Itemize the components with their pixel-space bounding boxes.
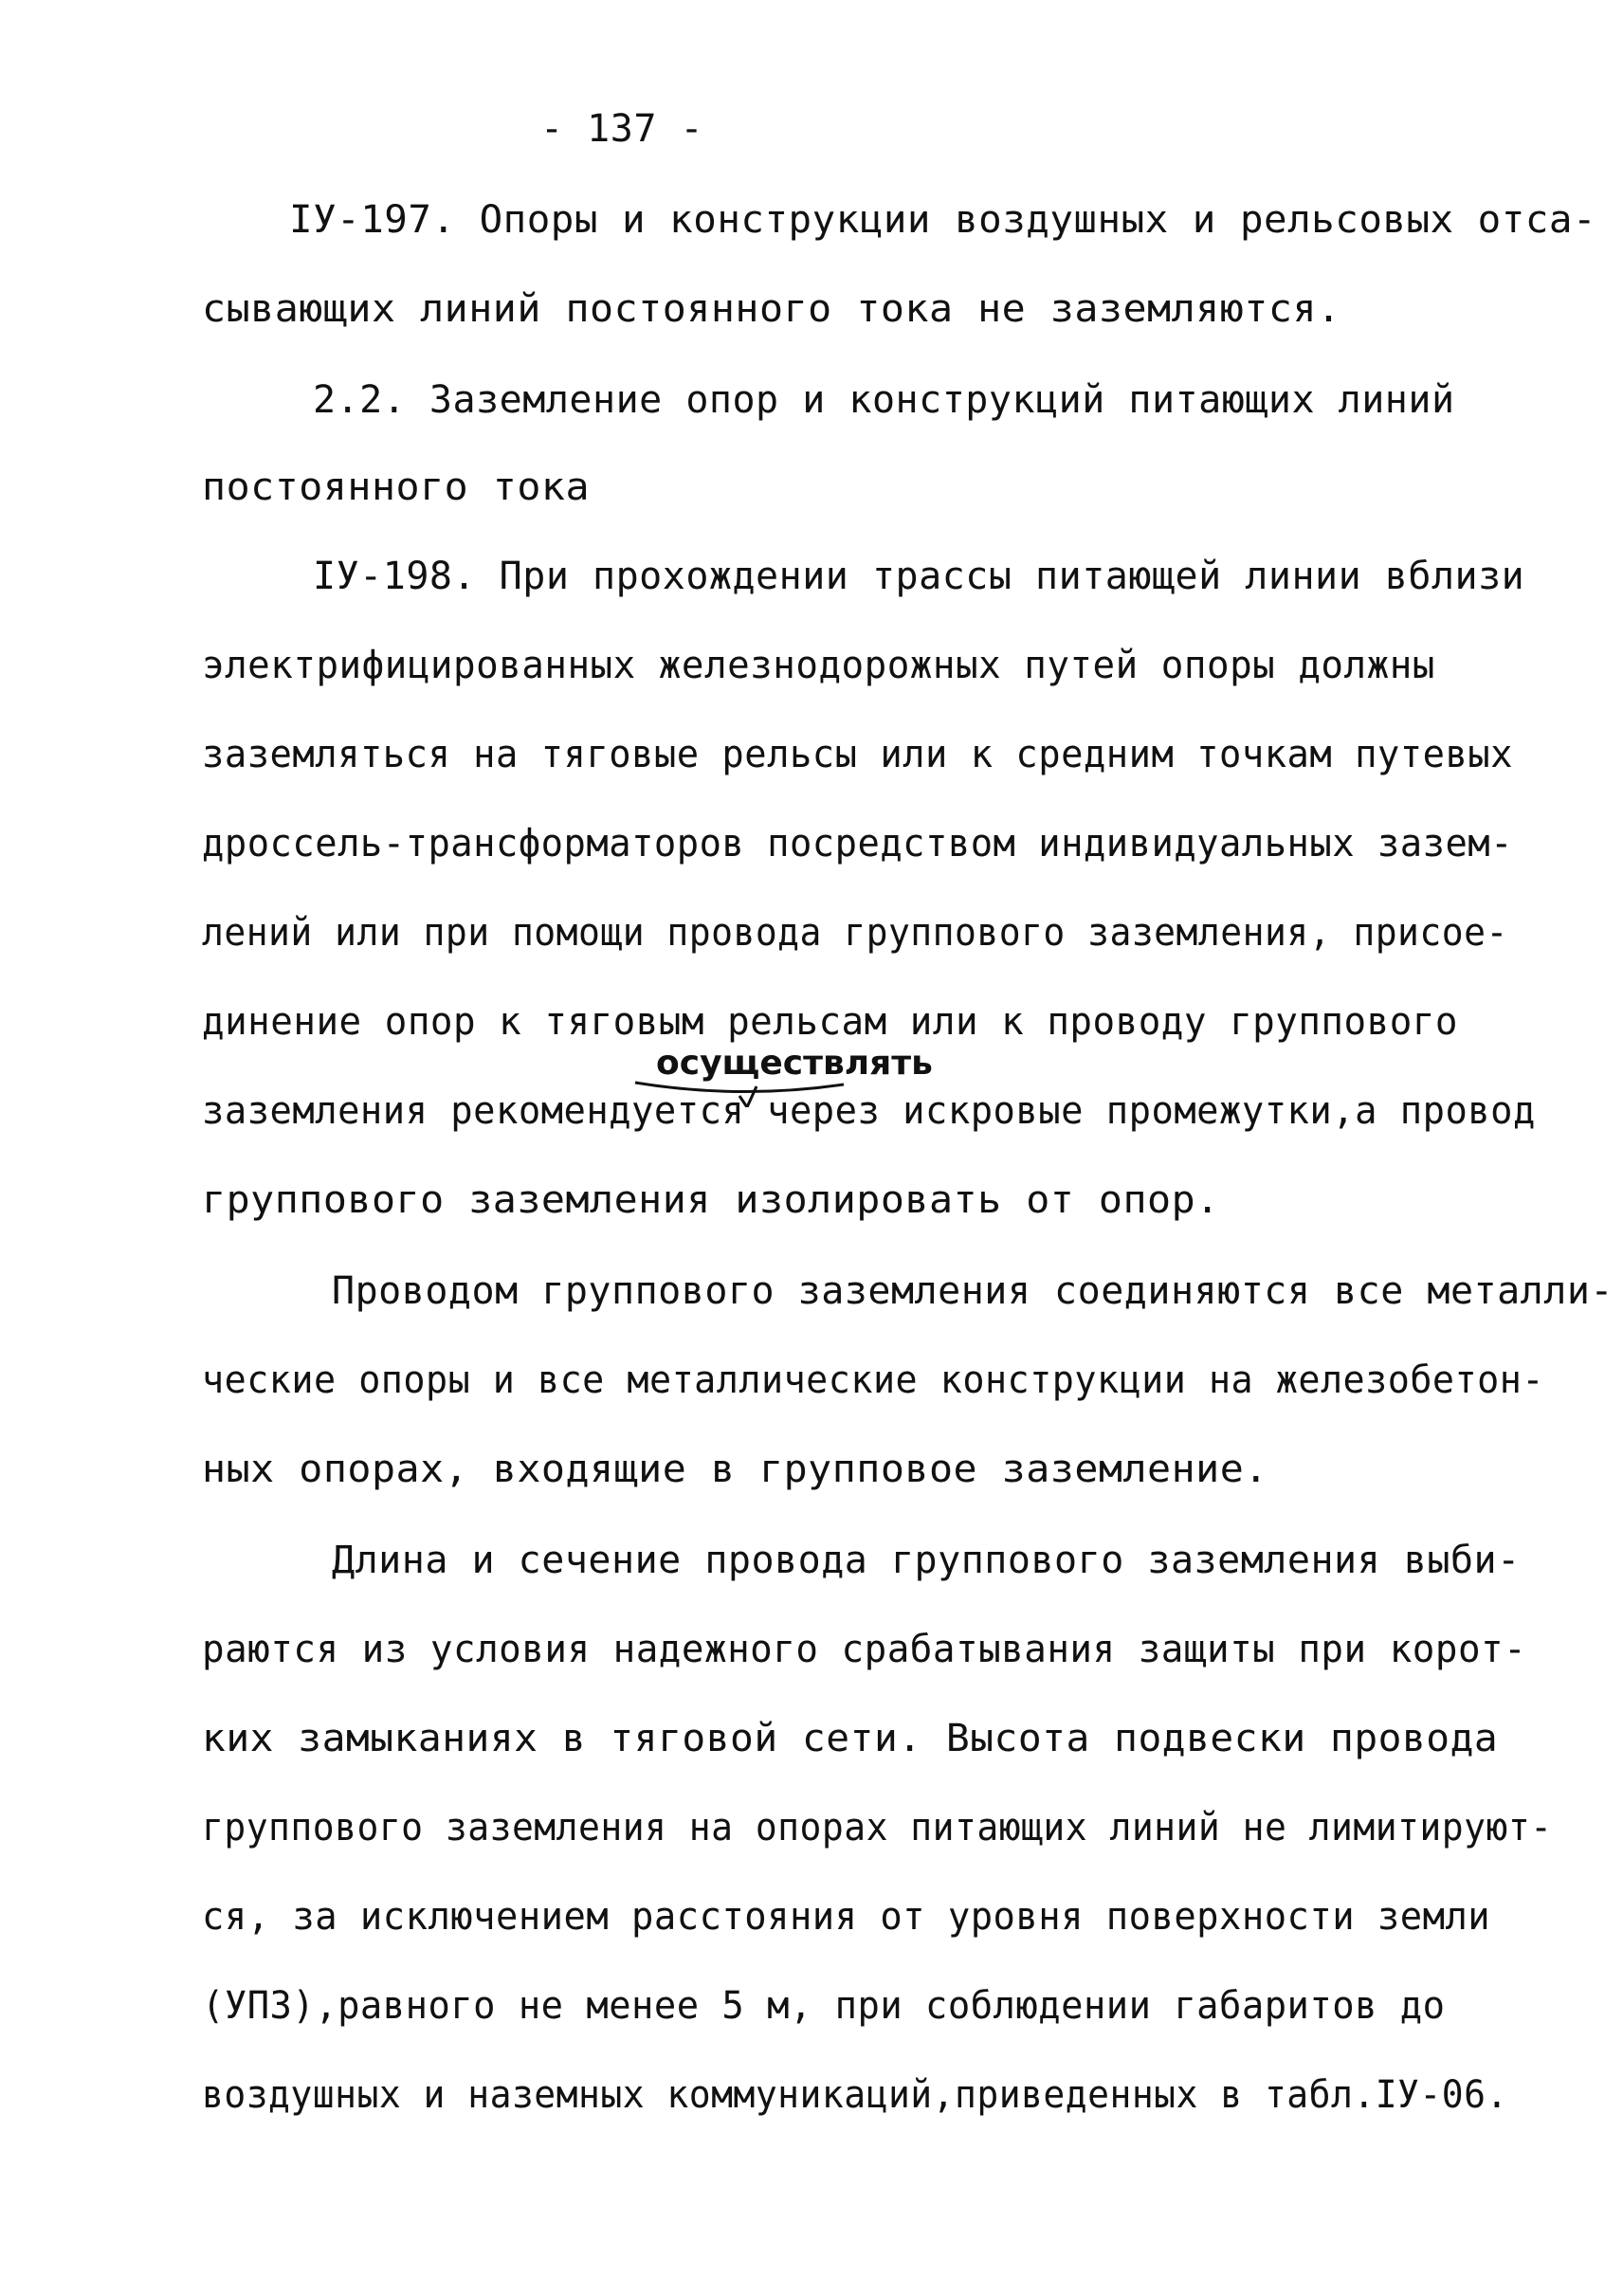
handwritten-insertion: осуществлять: [656, 1044, 933, 1083]
text-line: раются из условия надежного срабатывания защиты при корот-: [202, 1628, 1527, 1671]
text-line: воздушных и наземных коммуникаций,приведенных в табл.ІУ-06.: [202, 2073, 1508, 2117]
text-line: заземления рекомендуется через искровые промежутки,а провод: [202, 1089, 1536, 1133]
text-line: дроссель-трансформаторов посредством индивидуальных зазем-: [202, 822, 1513, 866]
section-heading: постоянного тока: [202, 465, 591, 509]
text-line: ных опорах, входящие в групповое заземление.: [202, 1448, 1268, 1491]
text-line: сывающих линий постоянного тока не заземляются.: [202, 287, 1341, 331]
text-line: электрифицированных железнодорожных путей опоры должны: [202, 644, 1435, 687]
text-line: группового заземления на опорах питающих линий не лимитируют-: [202, 1806, 1553, 1850]
text-line: ІУ-197. Опоры и конструкции воздушных и рельсовых отса-: [289, 198, 1597, 242]
page-number: - 137 -: [540, 107, 704, 151]
text-line: группового заземления изолировать от опор.: [202, 1178, 1220, 1222]
text-line: ких замыканиях в тяговой сети. Высота подвески провода: [202, 1717, 1499, 1760]
text-line: ческие опоры и все металлические конструкции на железобетон-: [202, 1358, 1544, 1402]
text-line: заземляться на тяговые рельсы или к средним точкам путевых: [202, 733, 1513, 776]
text-line: динение опор к тяговым рельсам или к проводу группового: [202, 1000, 1458, 1044]
section-heading: 2.2. Заземление опор и конструкций питающих линий: [313, 378, 1455, 422]
text-line: (УПЗ),равного не менее 5 м, при соблюдении габаритов до: [202, 1984, 1446, 2028]
text-line: ІУ-198. При прохождении трассы питающей линии вблизи: [313, 555, 1525, 598]
text-line: ся, за исключением расстояния от уровня поверхности земли: [202, 1895, 1491, 1939]
text-line: лений или при помощи провода группового заземления, присое-: [202, 911, 1508, 955]
text-line: Проводом группового заземления соединяются все металли-: [332, 1269, 1614, 1313]
text-line: Длина и сечение провода группового заземления выби-: [332, 1539, 1521, 1582]
